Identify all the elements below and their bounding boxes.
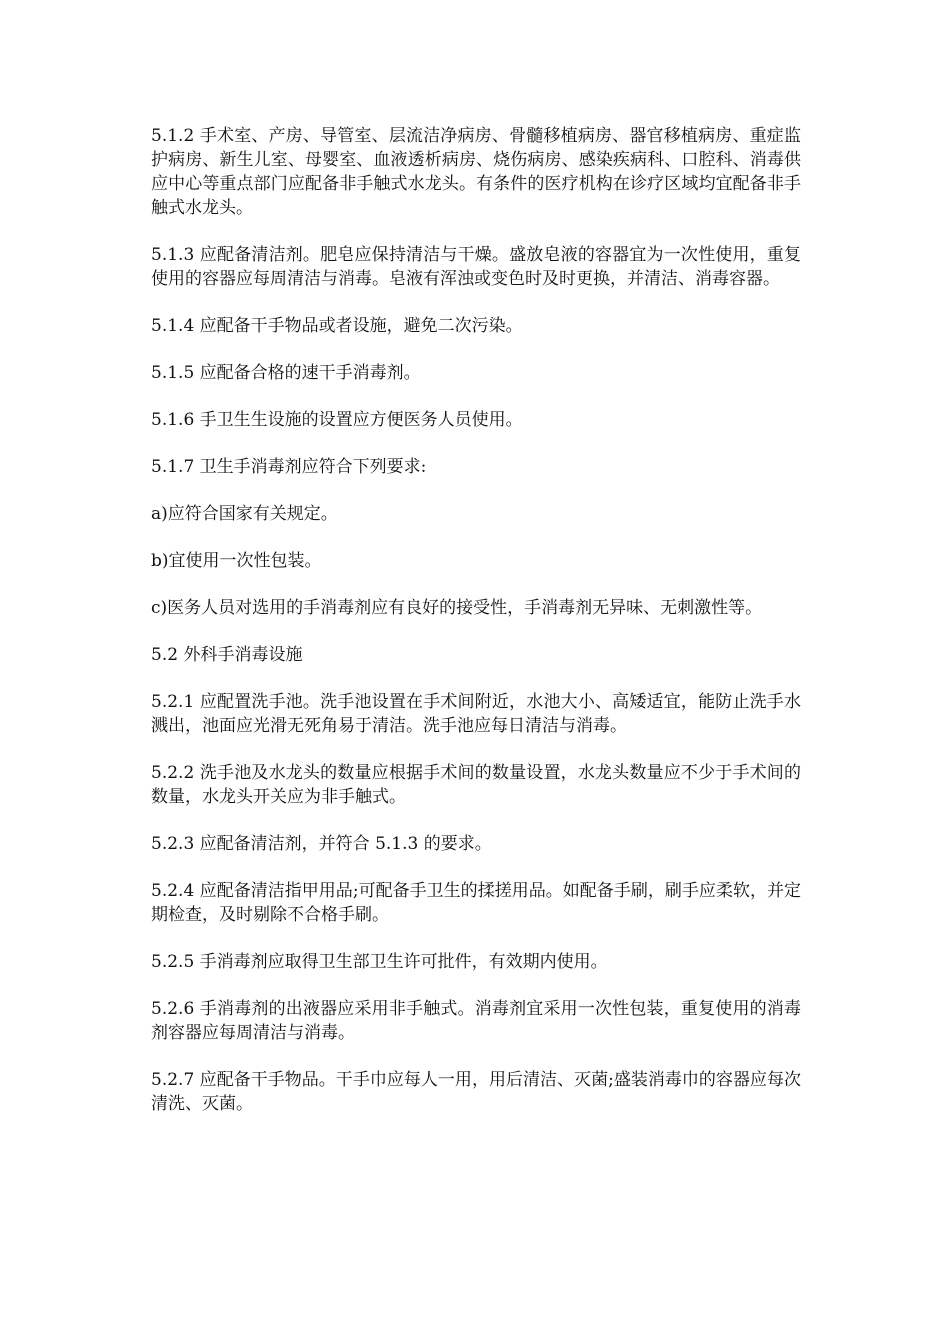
document-page [151,124,801,1139]
paragraph-5-2-5: 5.2.5 手消毒剂应取得卫生部卫生许可批件，有效期内使用。 [151,952,608,972]
paragraph-5-2-4: 5.2.4 应配备清洁指甲用品;可配备手卫生的揉搓用品。如配备手刷，刷手应柔软，并定期检查，及时剔除不合格手刷。 [151,881,801,925]
section-heading-5-2: 5.2 外科手消毒设施 [151,645,303,665]
list-item-b: b)宜使用一次性包装。 [151,551,322,571]
paragraph-5-1-5: 5.1.5 应配备合格的速干手消毒剂。 [151,363,421,383]
paragraph-5-2-3: 5.2.3 应配备清洁剂，并符合 5.1.3 的要求。 [151,834,492,854]
paragraph-5-1-7: 5.1.7 卫生手消毒剂应符合下列要求: [151,457,427,477]
paragraph-5-1-4: 5.1.4 应配备干手物品或者设施，避免二次污染。 [151,316,523,336]
list-item-c: c)医务人员对选用的手消毒剂应有良好的接受性，手消毒剂无异味、无刺激性等。 [151,598,763,618]
paragraph-5-2-7: 5.2.7 应配备干手物品。干手巾应每人一用，用后清洁、灭菌;盛装消毒巾的容器应每次清洗、灭菌。 [151,1070,801,1114]
list-item-a: a)应符合国家有关规定。 [151,504,338,524]
paragraph-5-2-1: 5.2.1 应配置洗手池。洗手池设置在手术间附近，水池大小、高矮适宜，能防止洗手水溅出，池面应光滑无死角易于清洁。洗手池应每日清洁与消毒。 [151,692,801,736]
paragraph-5-1-3: 5.1.3 应配备清洁剂。肥皂应保持清洁与干燥。盛放皂液的容器宜为一次性使用，重复使用的容器应每周清洁与消毒。皂液有浑浊或变色时及时更换，并清洁、消毒容器。 [151,245,801,289]
paragraph-5-1-6: 5.1.6 手卫生生设施的设置应方便医务人员使用。 [151,410,523,430]
paragraph-5-1-2: 5.1.2 手术室、产房、导管室、层流洁净病房、骨髓移植病房、器官移植病房、重症监护病房、新生儿室、母婴室、血液透析病房、烧伤病房、感染疾病科、口腔科、消毒供应中心等重点部门应配备非手触式水龙头。有条件的医疗机构在诊疗区域均宜配备非手触式水龙头。 [151,126,801,218]
paragraph-5-2-6: 5.2.6 手消毒剂的出液器应采用非手触式。消毒剂宜采用一次性包装，重复使用的消毒剂容器应每周清洁与消毒。 [151,999,801,1043]
paragraph-5-2-2: 5.2.2 洗手池及水龙头的数量应根据手术间的数量设置，水龙头数量应不少于手术间的数量，水龙头开关应为非手触式。 [151,763,801,807]
